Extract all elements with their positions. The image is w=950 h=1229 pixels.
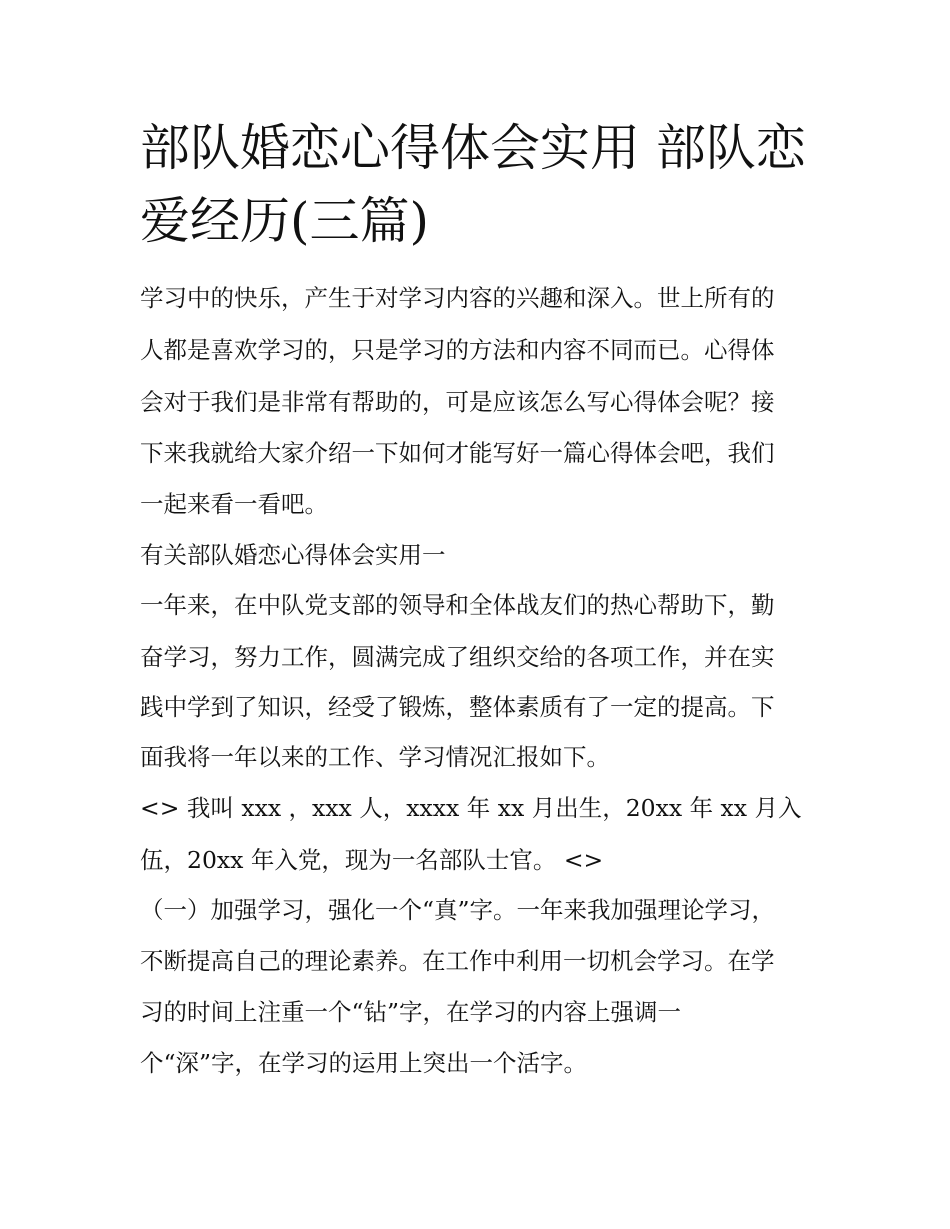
intro-line: 学习中的快乐，产生于对学习内容的兴趣和深入。世上所有的 [140,284,775,312]
body-line: 践中学到了知识，经受了锻炼，整体素质有了一定的提高。下 [140,693,775,721]
title-line: 爱经历(三篇) [140,192,430,250]
body-line: 习的时间上注重一个“钻”字，在学习的内容上强调一 [140,998,682,1026]
body-line: 伍，20xx 年入党，现为一名部队士官。 <> [140,846,604,874]
body-line: 不断提高自己的理论素养。在工作中利用一切机会学习。在学 [140,947,775,975]
body-line: 奋学习，努力工作，圆满完成了组织交给的各项工作，并在实 [140,643,775,671]
intro-line: 一起来看一看吧。 [140,490,328,518]
body-line: 一年来，在中队党支部的领导和全体战友们的热心帮助下，勤 [140,591,775,619]
body-line: <> 我叫 xxx ，xxx 人，xxxx 年 xx 月出生，20xx 年 xx 月入 [140,794,802,822]
intro-line: 会对于我们是非常有帮助的，可是应该怎么写心得体会呢？接 [140,388,775,416]
section-heading: 有关部队婚恋心得体会实用一 [140,541,446,569]
intro-line: 人都是喜欢学习的，只是学习的方法和内容不同而已。心得体 [140,336,775,364]
intro-line: 下来我就给大家介绍一下如何才能写好一篇心得体会吧，我们 [140,439,775,467]
body-line: （一）加强学习，强化一个“真”字。一年来我加强理论学习， [140,896,776,924]
document-title [140,112,820,258]
title-line: 部队婚恋心得体会实用 部队恋 [140,119,806,177]
body-line: 个“深”字，在学习的运用上突出一个活字。 [140,1049,588,1077]
body-line: 面我将一年以来的工作、学习情况汇报如下。 [140,743,610,771]
